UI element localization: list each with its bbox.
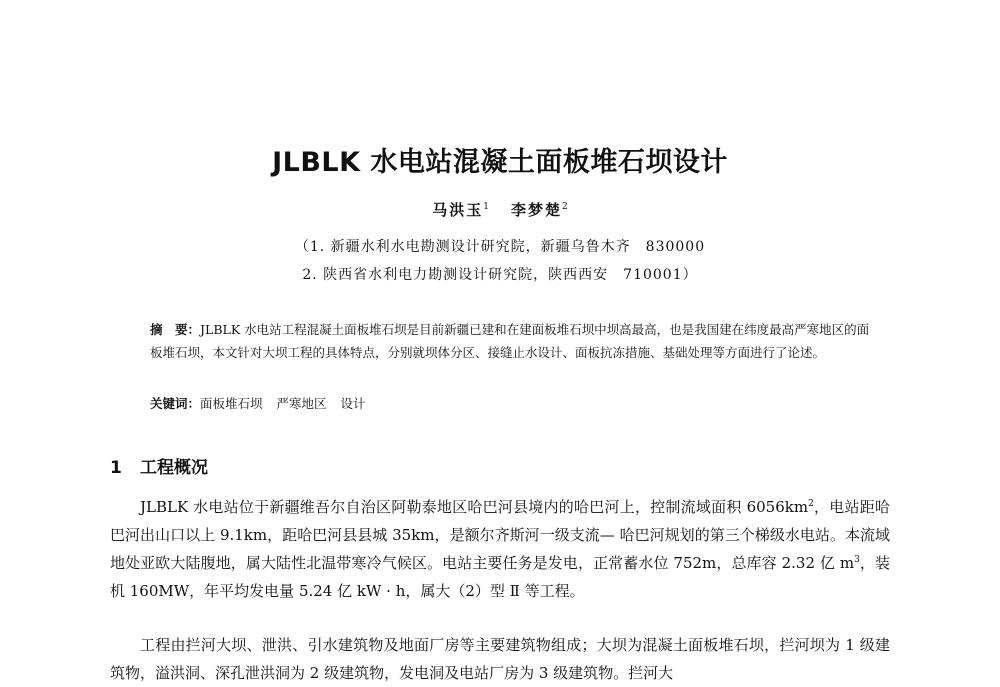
paragraph-text: JLBLK 水电站位于新疆维吾尔自治区阿勒泰地区哈巴河县境内的哈巴河上，控制流域面积 6056km [140, 498, 809, 516]
abstract-label: 摘 要： [150, 322, 201, 337]
author-affiliation-mark: 1 [483, 202, 489, 212]
section-heading [110, 453, 208, 478]
superscript: 3 [854, 555, 860, 565]
affiliation-1: （1. 新疆水利水电勘测设计研究院，新疆乌鲁木齐 830000 [294, 239, 706, 255]
keyword: 面板堆石坝 [200, 396, 263, 411]
keyword: 设计 [340, 396, 366, 411]
paper-title: JLBLK 水电站混凝土面板堆石坝设计 [272, 147, 728, 178]
keyword: 严寒地区 [276, 396, 327, 411]
body-paragraph-1 [110, 493, 890, 605]
author-name: 马洪玉 [432, 201, 484, 219]
section-title: 工程概况 [140, 458, 208, 478]
author-line [0, 199, 1000, 220]
author-affiliation-mark: 2 [562, 202, 568, 212]
affiliation-2: 2. 陕西省水利电力勘测设计研究院，陕西西安 710001） [302, 267, 698, 283]
keywords [150, 394, 380, 412]
keywords-label: 关键词： [150, 396, 201, 411]
author-name: 李梦楚 [511, 201, 563, 219]
section-number: 1 [110, 458, 122, 478]
paragraph-text: ，电站距哈巴河出山口以上 9.1km，距哈巴河县县城 35km，是额尔齐斯河一级支流— 哈巴河规划的第三个梯级水电站。本流域地处亚欧大陆腹地，属大陆性北温带寒冷气候区。电站主要任务是发电，正常蓄水位 752m，总库容 2.32 亿 m [110, 498, 890, 572]
abstract-text: JLBLK 水电站工程混凝土面板堆石坝是目前新疆已建和在建面板堆石坝中坝高最高，也是我国建在纬度最高严寒地区的面板堆石坝，本文针对大坝工程的具体特点，分别就坝体分区、接缝止水设计、面板抗冻措施、基础处理等方面进行了论述。 [150, 322, 870, 360]
superscript: 2 [808, 499, 814, 509]
paragraph-text: ，装机 160MW，年平均发电量 5.24 亿 kW · h，属大（2）型 Ⅱ 等工程。 [110, 554, 890, 600]
abstract [150, 318, 870, 364]
body-paragraph-2: 工程由拦河大坝、泄洪、引水建筑物及地面厂房等主要建筑物组成；大坝为混凝土面板堆石坝，拦河坝为 1 级建筑物，溢洪洞、深孔泄洪洞为 2 级建筑物，发电洞及电站厂房为 3 级建筑物。拦河大 [110, 636, 890, 682]
